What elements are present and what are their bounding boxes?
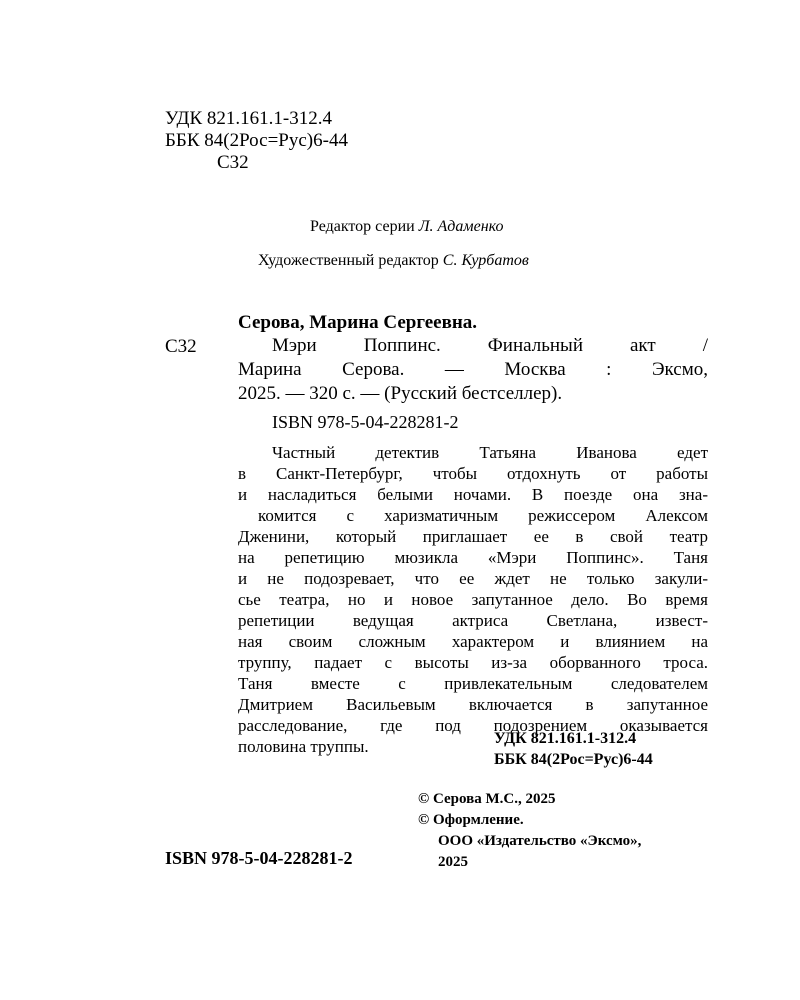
abstract-line: репетиции ведущая актриса Светлана, извест-	[238, 611, 708, 630]
abstract-line: половина труппы.	[238, 737, 369, 756]
art-editor-line	[258, 252, 529, 270]
art-editor-label: Художественный редактор	[258, 252, 439, 269]
abstract-line: труппу, падает с высоты из-за оборванного троса.	[238, 653, 708, 672]
abstract-line: Частный детектив Татьяна Иванова едет	[272, 443, 708, 462]
copyright-design: © Оформление.	[418, 812, 524, 828]
series-editor-line	[310, 218, 504, 236]
isbn-bottom: ISBN 978-5-04-228281-2	[165, 848, 353, 868]
bbk-code-bold: ББК 84(2Рос=Рус)6-44	[494, 751, 653, 768]
bottom-catalog-codes	[494, 728, 653, 770]
bib-line: 2025. — 320 с. — (Русский бестселлер).	[238, 383, 563, 404]
abstract-line: в Санкт-Петербург, чтобы отдохнуть от работы	[238, 464, 708, 483]
abstract	[238, 442, 708, 757]
abstract-line: Дженини, который приглашает ее в свой театр	[238, 527, 708, 546]
bib-line: Марина Серова. — Москва : Эксмо,	[238, 359, 708, 380]
abstract-line: и не подозревает, что ее ждет не только закули-	[238, 569, 708, 588]
author-heading: Серова, Марина Сергеевна.	[238, 312, 478, 333]
bbk-code: ББК 84(2Рос=Рус)6-44	[165, 130, 348, 151]
series-editor-name: Л. Адаменко	[418, 218, 504, 235]
udk-code-bold: УДК 821.161.1-312.4	[494, 730, 637, 747]
abstract-line: и насладиться белыми ночами. В поезде она зна-	[238, 485, 708, 504]
abstract-line: Таня вместе с привлекательным следователем	[238, 674, 708, 693]
abstract-line: ная своим сложным характером и влиянием на	[238, 632, 708, 651]
catalog-sign: С32	[165, 336, 197, 357]
series-editor-label: Редактор серии	[310, 218, 415, 235]
author-sign: С32	[217, 152, 249, 173]
isbn-text: ISBN 978-5-04-228281-2	[272, 412, 459, 432]
art-editor-name: С. Курбатов	[442, 252, 529, 269]
copyright-author: © Серова М.С., 2025	[418, 791, 556, 807]
abstract-line: сье театра, но и новое запутанное дело. Во время	[238, 590, 708, 609]
abstract-line: Дмитрием Васильевым включается в запутанное	[238, 695, 708, 714]
copyright-block	[418, 789, 641, 873]
udk-code: УДК 821.161.1-312.4	[165, 108, 332, 129]
copyright-publisher: ООО «Издательство «Эксмо»,	[438, 833, 642, 849]
bib-line: Мэри Поппинс. Финальный акт /	[272, 335, 708, 356]
abstract-line: комится с харизматичным режиссером Алексом	[258, 506, 708, 525]
bibliographic-description	[238, 334, 708, 406]
abstract-line: на репетицию мюзикла «Мэри Поппинс». Таня	[238, 548, 708, 567]
abstract-line: расследование, где под подозрением оказывается	[238, 716, 708, 735]
copyright-year: 2025	[438, 854, 468, 870]
top-catalog-codes	[165, 108, 348, 174]
